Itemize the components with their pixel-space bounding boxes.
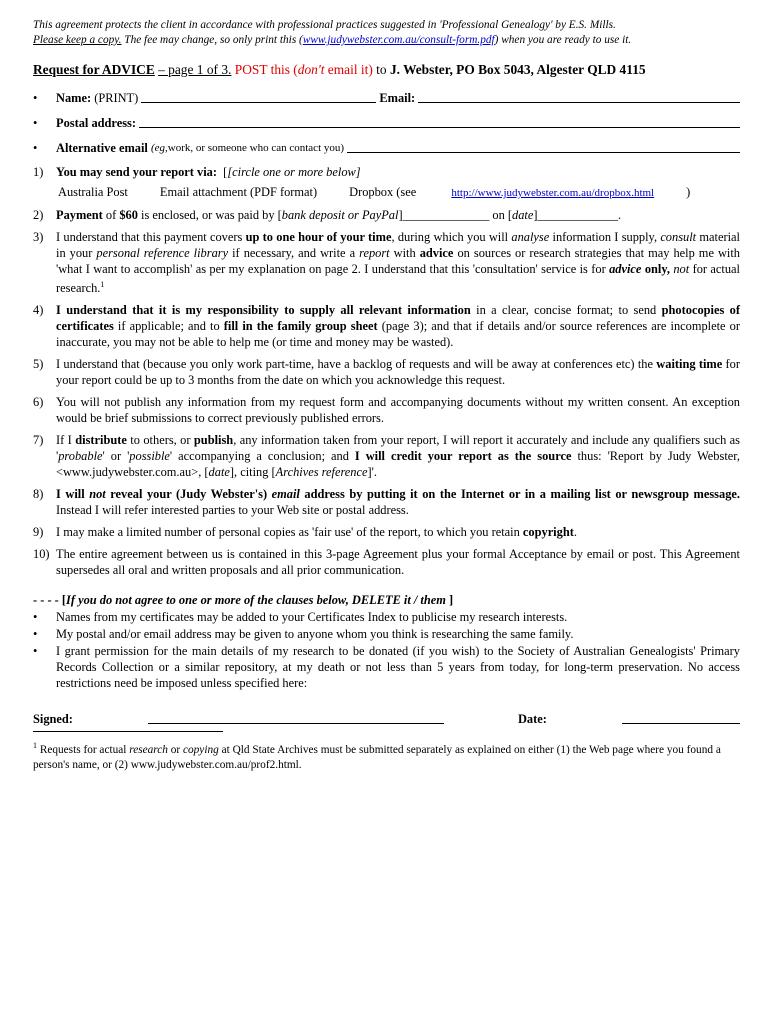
postal-address-field[interactable]	[139, 115, 740, 128]
consult-form-link[interactable]: www.judywebster.com.au/consult-form.pdf	[302, 34, 495, 46]
optional-heading: - - - - [If you do not agree to one or more of the clauses below, DELETE it / them ]	[33, 593, 454, 608]
date-field[interactable]	[622, 711, 740, 724]
optional-clause-3[interactable]: • I grant permission for the main details of my research to be donated (if you wish) to the Society of Australian Genealogists' Primary Records Collection or a similar repository, at my death or not less than 5 years from today, for long-term preservation. No access restrictions need be imposed unless specified here:	[33, 644, 740, 691]
option-dropbox[interactable]: Dropbox (see http://www.judywebster.com.au/dropbox.html )	[349, 185, 691, 199]
name-label: Name:	[56, 91, 92, 105]
item-2: 2) Payment of $60 is enclosed, or was paid by [bank deposit or PayPal]______________ on [date]_____________.	[33, 208, 622, 222]
option-australia-post[interactable]: Australia Post	[58, 185, 128, 199]
optional-clauses	[33, 592, 740, 691]
bullet-icon: •	[33, 116, 38, 130]
bullet-icon: •	[33, 644, 38, 659]
name-email-row: • Name: (PRINT) Email:	[33, 90, 740, 106]
postal-address: J. Webster, PO Box 5043, Algester QLD 4115	[389, 62, 646, 77]
name-field[interactable]	[141, 90, 376, 103]
footnote: $^1$ Requests for actual research or copying at Qld State Archives must be submitted separately as explained on either (1) the Web page where you found a person's name, or (2) www.judywebster.com.au/prof2.html.	[33, 741, 721, 771]
bullet-icon: •	[33, 627, 38, 642]
optional-clause-2[interactable]: • My postal and/or email address may be given to anyone whom you think is researching the same family.	[33, 627, 574, 642]
bullet-icon: •	[33, 91, 38, 105]
page-title: Request for ADVICE – page 1 of 3. POST this (don't email it) to J. Webster, PO Box 5043, Algester QLD 4115	[33, 62, 646, 77]
signature-field[interactable]	[148, 711, 444, 724]
option-email-attachment[interactable]: Email attachment (PDF format)	[159, 185, 318, 199]
date-label: Date:	[517, 712, 547, 727]
postal-row	[33, 115, 740, 131]
footnote-ref: 1	[100, 280, 105, 289]
item-5: 5) I understand that (because you only work part-time, have a backlog of requests and will be away at conferences etc) the waiting time for your report could be up to 3 months from the date on which you acknowledge this request.	[33, 357, 741, 388]
keep-copy-note: Please keep a copy.	[33, 34, 122, 46]
optional-clause-1[interactable]: • Names from my certificates may be added to your Certificates Index to publicise my research interests.	[33, 610, 568, 625]
email-field[interactable]	[418, 90, 740, 103]
item-1: 1) You may send your report via: [[circle one or more below]	[33, 165, 361, 179]
item-3: 3) I understand that this payment covers up to one hour of your time, during which you will analyse information I supply, consult material in your personal reference library if necessary, and write a report with advice on sources or research strategies that may help me with 'what I want to accomplish' as per my explanation on page 2. I understand that this 'consultation' service is for advice only, not for actual research.$^1$	[33, 230, 740, 296]
item-4: 4) I understand that it is my responsibility to supply all relevant information in a clear, concise format; to send photocopies of certificates if applicable; and to fill in the family group sheet (page 3); and that if details and/or source references are incomplete or inaccurate, you may not be able to help me (or time and money may be wasted).	[33, 303, 740, 350]
intro-line-1: This agreement protects the client in accordance with professional practices suggested in 'Professional Genealogy' by E.S. Mills.	[33, 19, 616, 31]
bullet-icon: •	[33, 610, 38, 625]
intro-paragraph: This agreement protects the client in accordance with professional practices suggested in 'Professional Genealogy' by E.S. Mills. Please keep a copy. The fee may change, so only print this (www.judywebster.com.au/consult-form.pdf) when you are ready to use it.	[33, 18, 740, 48]
signature-row	[33, 711, 740, 727]
alt-email-field[interactable]	[347, 140, 740, 153]
dropbox-link[interactable]: http://www.judywebster.com.au/dropbox.html	[451, 187, 655, 199]
footnote-rule	[33, 731, 223, 732]
alt-email-label: Alternative email	[56, 141, 148, 155]
item-10: 10) The entire agreement between us is contained in this 3-page Agreement plus your formal Acceptance by email or post. This Agreement supersedes all oral and written proposals and all prior communication.	[33, 547, 740, 578]
item-7: 7) If I distribute to others, or publish, any information taken from your report, I will report it accurately and include any qualifiers such as 'probable' or 'possible' accompanying a conclusion; and I will credit your report as the source thus: 'Report by Judy Webster, <www.judywebster.com.au>, [date], citing [Archives reference]'.	[33, 433, 741, 480]
postal-label: Postal address:	[56, 116, 136, 130]
alt-email-row: • Alternative email (eg, work, or someone who can contact you)	[33, 140, 740, 156]
item-9: 9) I may make a limited number of personal copies as 'fair use' of the report, to which you retain copyright.	[33, 525, 577, 540]
item-6: 6) You will not publish any information from my request form and accompanying documents without my written consent. An exception would be brief submissions to correct previously published errors.	[33, 395, 740, 426]
bullet-icon: •	[33, 141, 38, 155]
delivery-options	[58, 184, 740, 201]
email-label: Email:	[379, 91, 416, 105]
item-8: 8) I will not reveal your (Judy Webster's) email address by putting it on the Internet or in a mailing list or newsgroup message. Instead I will refer interested parties to your Web site or postal address.	[33, 487, 740, 518]
signed-label: Signed:	[33, 712, 73, 727]
